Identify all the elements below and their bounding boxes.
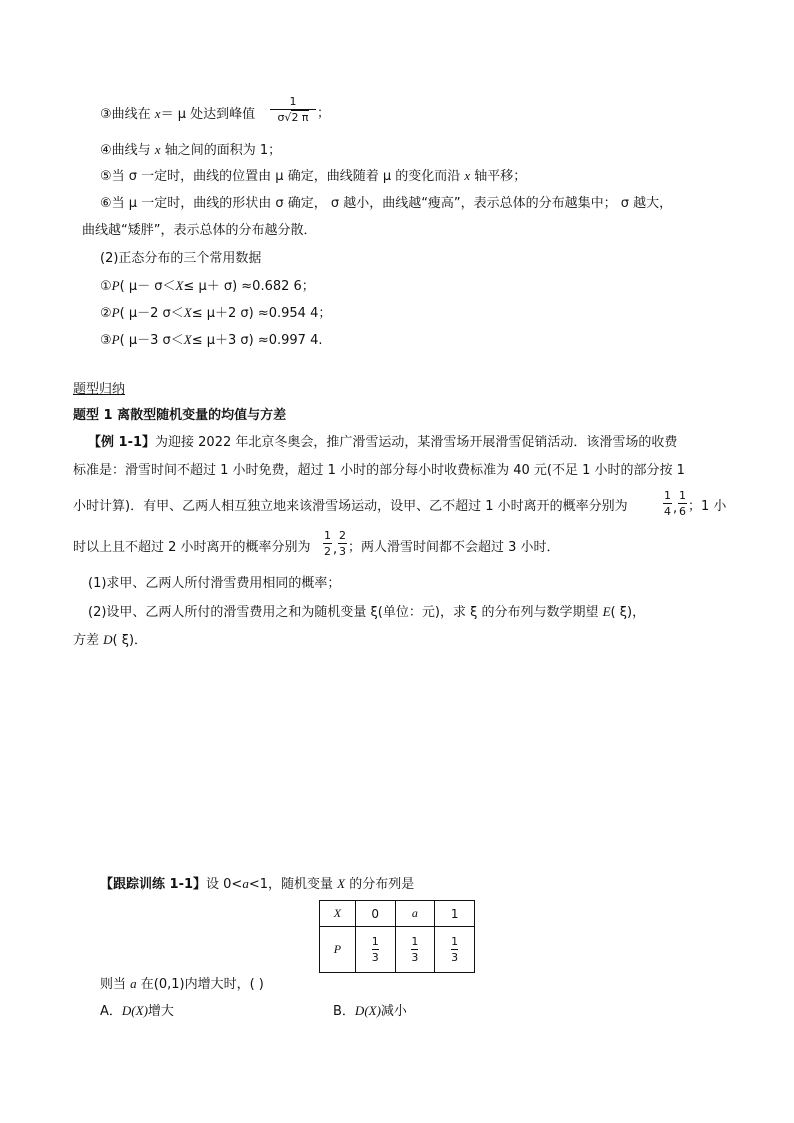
normal-heading: (2)正态分布的三个常用数据: [100, 251, 262, 266]
section-label: 题型归纳: [73, 382, 126, 397]
example-tag: 【例 1-1】: [88, 435, 156, 450]
fraction-1-4: $\frac{1}{4}$: [664, 489, 671, 518]
prob-fraction: $\frac{1}{3}$: [371, 934, 379, 964]
prop3-mid: ＝ μ 处达到峰值: [160, 107, 256, 122]
option-a[interactable]: A．D(X)增大: [100, 1003, 174, 1019]
property-5-line: ⑤当 σ 一定时，曲线的位置由 μ 确定，曲线随着 μ 的变化而沿 x 轴平移；: [100, 168, 527, 184]
section-title: 题型 1 离散型随机变量的均值与方差: [73, 408, 287, 423]
fraction-2-3: $\frac{2}{3}$: [339, 529, 346, 558]
table-row: [320, 901, 475, 927]
sqrt-icon: √: [284, 111, 292, 124]
table-cell: [435, 927, 475, 973]
normal-rule-3: ③P( μ－3 σ＜X≤ μ＋3 σ) ≈0.997 4.: [100, 332, 323, 348]
practice-line: 【跟踪训练 1-1】设 0<a<1，随机变量 X 的分布列是: [100, 876, 415, 892]
table-row: [320, 927, 475, 973]
property-4-line: ④曲线与 x 轴之间的面积为 1；: [100, 142, 282, 158]
option-b[interactable]: B．D(X)减小: [333, 1003, 407, 1019]
table-cell: 1: [435, 901, 475, 927]
property-6-line-1: ⑥当 μ 一定时，曲线的形状由 σ 确定， σ 越小，曲线越“瘦高”，表示总体的分布越集中； σ 越大，: [100, 196, 673, 211]
table-cell: X: [320, 901, 356, 927]
example-line-4-tail: ；两人滑雪时间都不会超过 3 小时．: [348, 540, 560, 555]
prop3-tail: ；: [317, 106, 331, 121]
practice-question: 则当 a 在(0,1)内增大时，( ): [100, 976, 264, 992]
example-question-2-cont: 方差 D( ξ)．: [73, 632, 148, 648]
peak-denominator: σ√2 π: [277, 111, 309, 124]
example-line-3: 小时计算)．有甲、乙两人相互独立地来该滑雪场运动，设甲、乙不超过 1 小时离开的概率分别为: [73, 499, 628, 514]
example-line-4: 时以上且不超过 2 小时离开的概率分别为: [73, 540, 311, 555]
example-question-1: (1)求甲、乙两人所付滑雪费用相同的概率；: [88, 576, 341, 591]
property-3-line: [100, 107, 255, 121]
normal-rule-1: ①P( μ－ σ＜X≤ μ＋ σ) ≈0.682 6；: [100, 278, 315, 294]
fraction-1-2: $\frac{1}{2}$: [324, 529, 331, 558]
practice-tag: 【跟踪训练 1-1】: [100, 877, 207, 892]
table-cell: [395, 927, 435, 973]
comma: ,: [333, 542, 338, 557]
peak-numerator: 1: [270, 96, 316, 110]
peak-value-fraction: [270, 96, 316, 123]
fraction-1-6: $\frac{1}{6}$: [679, 489, 686, 518]
example-line-3-tail: ；1 小: [688, 499, 727, 514]
normal-rule-2: ②P( μ－2 σ＜X≤ μ＋2 σ) ≈0.954 4；: [100, 305, 332, 321]
example-line-1: 【例 1-1】为迎接 2022 年北京冬奥会，推广滑雪运动，某滑雪场开展滑雪促销活动．该滑雪场的收费: [88, 435, 678, 450]
var-x: x: [154, 106, 161, 121]
prop3-prefix: ③曲线在: [100, 107, 155, 122]
distribution-table: [319, 900, 475, 973]
example-question-2: (2)设甲、乙两人所付的滑雪费用之和为随机变量 ξ(单位：元)，求 ξ 的分布列与数学期望 E( ξ)，: [88, 604, 646, 620]
table-cell: [355, 927, 395, 973]
table-cell: 0: [355, 901, 395, 927]
prob-fraction: $\frac{1}{3}$: [411, 934, 419, 964]
table-cell: P: [320, 927, 356, 973]
prob-fraction: $\frac{1}{3}$: [451, 934, 459, 964]
comma: ,: [673, 501, 678, 516]
example-line-2: 标准是：滑雪时间不超过 1 小时免费，超过 1 小时的部分每小时收费标准为 40 元(不足 1 小时的部分按 1: [73, 463, 685, 478]
property-6-line-2: 曲线越“矮胖”，表示总体的分布越分散．: [82, 223, 317, 238]
table-cell: a: [395, 901, 435, 927]
